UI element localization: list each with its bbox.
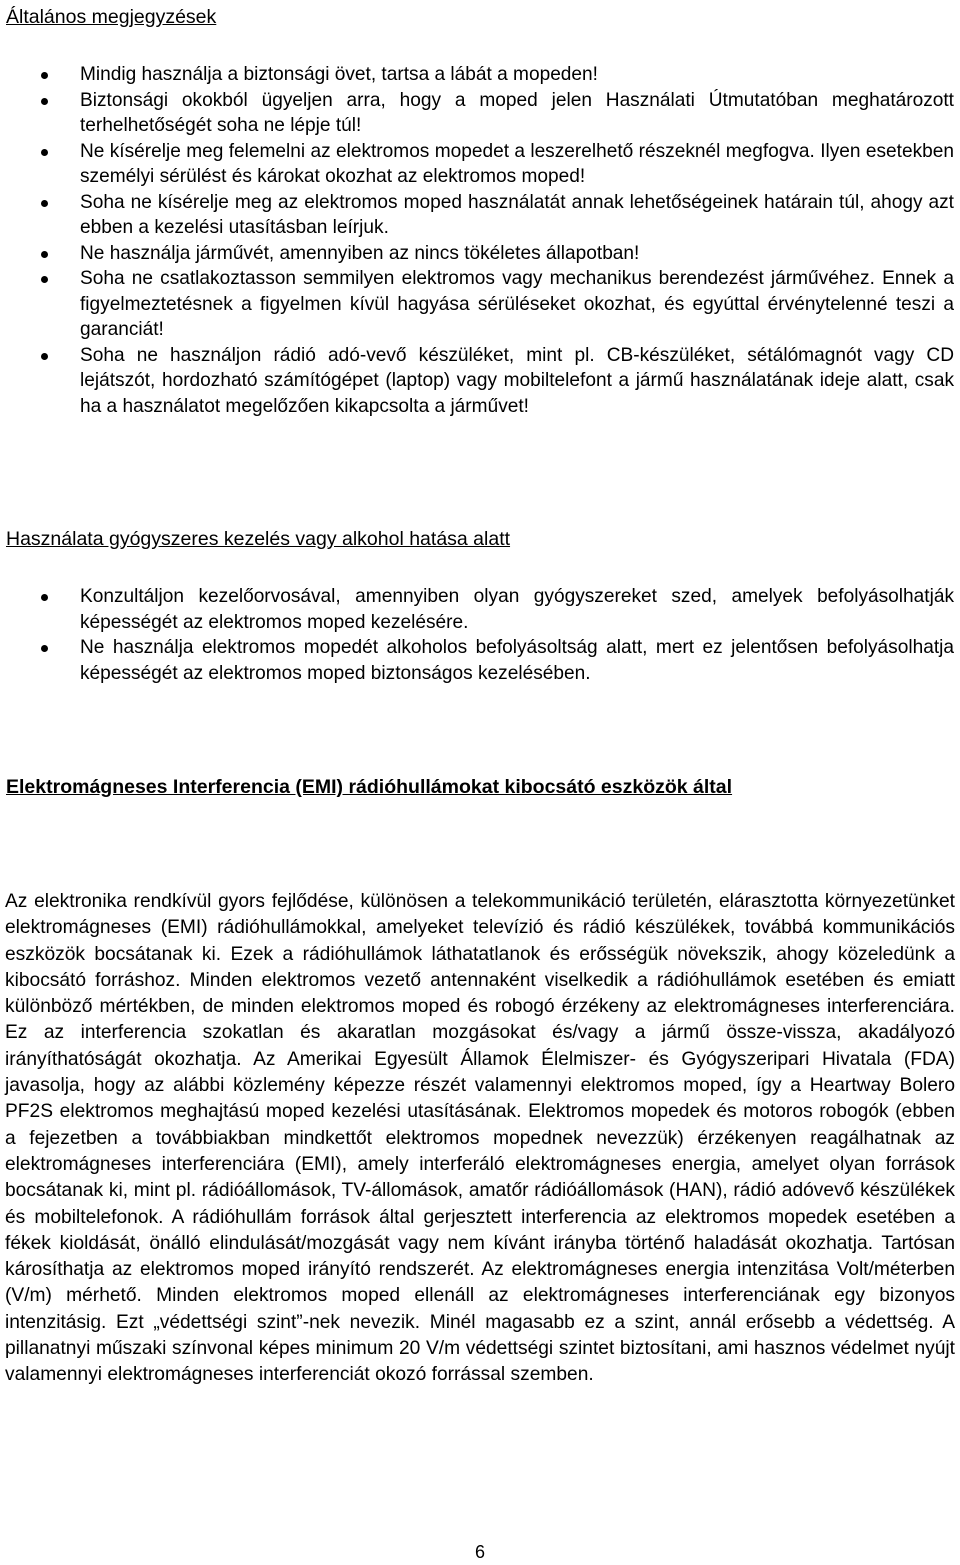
bullet-icon [41,149,48,156]
list-item: Konzultáljon kezelőorvosával, amennyiben olyan gyógyszereket szed, amelyek befolyásolhatják képességét az elektromos moped kezelésére. [0,584,960,635]
list-item: Soha ne kísérelje meg az elektromos moped használatát annak lehetőségeinek határain túl, ahogy azt ebben a kezelési utasításban leírjuk. [0,190,960,241]
bullet-icon [41,98,48,105]
list-item: Ne kísérelje meg felemelni az elektromos mopedet a leszerelhető részeknél megfogva. Ilyen esetekben személyi sérülést és károkat okozhat az elektromos moped! [0,139,960,190]
list-item: Ne használja elektromos mopedét alkoholos befolyásoltság alatt, mert ez jelentősen befolyásolhatja képességét az elektromos moped biztonságos kezelésében. [0,635,960,686]
list-item: Biztonsági okokból ügyeljen arra, hogy a moped jelen Használati Útmutatóban meghatározott terhelhetőségét soha ne lépje túl! [0,88,960,139]
bullet-icon [41,251,48,258]
list-item: Mindig használja a biztonsági övet, tartsa a lábát a mopeden! [0,62,960,88]
list-item: Soha ne használjon rádió adó-vevő készüléket, mint pl. CB-készüléket, sétálómagnót vagy CD lejátszót, hordozható számítógépet (laptop) vagy mobiltelefont a jármű használatának ideje alatt, csak ha a használatot megelőzően kikapcsolta a járművet! [0,343,960,420]
bullet-icon [41,645,48,652]
section-heading-medication-alcohol: Használata gyógyszeres kezelés vagy alkohol hatása alatt [6,528,511,550]
bullet-icon [41,353,48,360]
section-heading-emi: Elektromágneses Interferencia (EMI) rádióhullámokat kibocsátó eszközök által [6,776,733,798]
medication-alcohol-list [0,584,960,686]
bullet-icon [41,72,48,79]
page-number: 6 [474,1542,485,1562]
bullet-icon [41,200,48,207]
general-notes-list [0,62,960,419]
bullet-icon [41,594,48,601]
list-item: Ne használja járművét, amennyiben az nincs tökéletes állapotban! [0,241,960,267]
section-heading-general-notes: Általános megjegyzések [6,6,217,28]
list-item: Soha ne csatlakoztasson semmilyen elektromos vagy mechanikus berendezést járművéhez. Ennek a figyelmeztetésnek a figyelmen kívül hagyása sérüléseket okozhat, és egyúttal érvénytelenné teszi a garanciát! [0,266,960,343]
bullet-icon [41,276,48,283]
emi-paragraph: Az elektronika rendkívül gyors fejlődése, különösen a telekommunikáció területén, elárasztotta környezetünket elektromágneses (EMI) rádióhullámokkal, amelyeket televízió és rádió készülékek, továbbá kommunikációs eszközök bocsátanak ki. Ezek a rádióhullámok láthatatlanok és erősségük növekszik, ahogy közeledünk a kibocsátó forráshoz. Minden elektromos vezető antennaként viselkedik a rádióhullámok esetében és emiatt különböző mértékben, de minden elektromos moped és robogó érzékeny az elektromágneses interferenciára. Ez az interferencia szokatlan és akaratlan mozgásokat és/vagy a jármű össze-vissza, akadályozó irányíthatóságát okozhatja. Az Amerikai Egyesült Államok Élelmiszer- és Gyógyszeripari Hivatala (FDA) javasolja, hogy az alábbi közlemény képezze részét valamennyi elektromos moped, így a Heartway Bolero PF2S elektromos meghajtású moped kezelési utasításának. Elektromos mopedek és motoros robogók (ebben a fejezetben a továbbiakban mindkettőt elektromos mopednek nevezzük) érzékenyen reagálhatnak az elektromágneses interferenciára (EMI), amely interferáló elektromágneses energia, amelyet olyan források bocsátanak ki, mint pl. rádióállomások, TV-állomások, amatőr rádióállomások (HAN), rádió adóvevő készülékek és mobiltelefonok. A rádióhullám források által gerjesztett interferencia az elektromos mopedek esetében a fékek kioldását, önálló elindulását/mozgását vagy nem kívánt irányba történő haladását okozhatja. Tartósan károsíthatja az elektromos moped irányító rendszerét. Az elektromágneses energia intenzitása Volt/méterben (V/m) mérhető. Minden elektromos moped ellenáll az elektromágneses interferenciának egy bizonyos intenzitásig. Ezt „védettségi szint”-nek nevezik. Minél magasabb ez a szint, annál erősebb a védettség. A pillanatnyi műszaki színvonal képes minimum 20 V/m védettségi szintet biztosítani, ami hasznos védelmet nyújt valamennyi elektromágneses interferenciát okozó forrással szemben. [5,891,955,1386]
